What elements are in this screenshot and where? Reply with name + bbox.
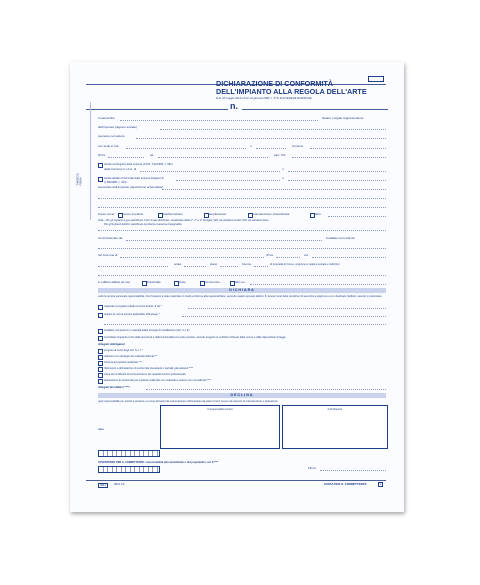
allegato-checkbox-2[interactable] xyxy=(98,355,103,360)
field-via2[interactable] xyxy=(312,257,386,258)
field-esecutrice-3[interactable] xyxy=(98,207,386,208)
installato-label: installato nei locali siti xyxy=(326,236,355,240)
via2-label: via xyxy=(304,253,308,257)
row-operante: operante nel settore xyxy=(98,134,125,138)
subtitle: D.M. 28 maggio 2013 e D.M. 22 gennaio 2008, n. 37 E SUCCESSIVE MODIFICHE xyxy=(216,97,312,100)
stamp-column xyxy=(76,102,91,220)
commissionato-label: commissionato da: xyxy=(98,236,124,240)
field-commissionato[interactable] xyxy=(126,240,322,241)
field-progetto[interactable] xyxy=(188,308,386,309)
field-facoltativi[interactable] xyxy=(146,389,386,390)
allegato-label-2: relazione con tipologie dei materiali utilizzati ** xyxy=(104,355,158,358)
note-gas: Nota - Per gli impianti a gas specificare il tipo di gas distribuito: canalizzato della 1°, 2° e 3° famiglia; GPL da recipienti mobili; GPL da serbatoio fisso. xyxy=(98,219,270,222)
footer-page: 1 xyxy=(380,483,382,486)
responsabile-box[interactable] xyxy=(160,405,280,449)
field-cciaa-n[interactable] xyxy=(288,171,386,172)
field-cciaa[interactable] xyxy=(140,171,280,172)
checkbox-albo[interactable] xyxy=(98,177,103,182)
number-label: n. xyxy=(230,101,238,111)
scala-label: scala xyxy=(174,262,182,266)
row-n2: n. xyxy=(282,167,285,171)
use-label-1: industriale xyxy=(147,280,161,284)
row-n: n. xyxy=(250,144,253,148)
check-label-2: seguito la norma tecnica applicabile all'impiego * xyxy=(104,313,160,316)
field-proprieta[interactable] xyxy=(98,275,386,276)
check-label-1: rispettato il progetto redatto ai sensi dell'art. 5 da * xyxy=(104,305,162,308)
option-label-1: nuovo impianto xyxy=(123,212,144,216)
footer-rule xyxy=(86,480,386,481)
dichiara-text: sotto la propria personale responsabilità, che l'impianto è stato realizzato in modo conforme alla regola dell'arte, secondo quanto previsto dall'art. 6, tenuto conto delle condizioni di esercizio e degli usi a cui è destinato l'edificio, avendo in particolare: xyxy=(98,295,383,298)
row-piva: part. IVA xyxy=(274,153,286,157)
responsabile-label: Il responsabile tecnico xyxy=(207,408,233,411)
field-installato[interactable] xyxy=(98,248,386,249)
allegato-label-1: progetto ai sensi degli artt. 5 e 7 * xyxy=(104,349,143,352)
avvertenze-text: AVVERTENZE PER IL COMMITTENTE: responsabilità del committente o del proprietario, art. 8 **** xyxy=(98,461,219,464)
firma-label: Firma xyxy=(308,466,316,470)
field-n[interactable] xyxy=(256,148,286,149)
check-label-4: controllato l'impianto ai fini della sicurezza e della funzionalità con esito positivo, avendo eseguito le verifiche richieste dalle norme e dalle disposizioni di legge. xyxy=(104,336,287,339)
allegato-label-3: schema di impianto realizzato *** xyxy=(104,361,142,364)
field-tel[interactable] xyxy=(158,157,268,158)
facoltativi-label: Allegati facoltativi ****: xyxy=(98,385,131,389)
use-label-4: altri usi xyxy=(235,280,245,284)
field-esecutrice-1[interactable] xyxy=(162,189,386,190)
check-controllo[interactable] xyxy=(98,336,103,341)
field-note[interactable] xyxy=(98,230,386,231)
form-sheet xyxy=(70,62,404,512)
use-label-2: civile xyxy=(179,280,186,284)
title-line-2: DELL'IMPIANTO ALLA REGOLA DELL'ARTE xyxy=(216,87,367,96)
field-piano[interactable] xyxy=(220,266,238,267)
field-norma[interactable] xyxy=(182,316,386,317)
data-block xyxy=(98,406,128,434)
field-altro[interactable] xyxy=(328,216,386,217)
footer-copy: COPIA PER IL COMMITTENTE xyxy=(324,482,367,486)
row-cciaa: della Camera C.I.A.A. di xyxy=(104,167,137,171)
row-albo: iscritta all'Albo Provinciale delle Imprese Artigiane di xyxy=(104,177,164,180)
proprieta-label: di proprietà di (nome, cognome o ragione sociale e indirizzo) xyxy=(270,263,340,266)
code-box xyxy=(368,76,384,82)
side-label: TIMBRO E FIRMA xyxy=(76,172,83,186)
row-tel: tel. xyxy=(150,153,155,157)
field-esecutrice-2[interactable] xyxy=(98,198,386,199)
interno-label: interno xyxy=(242,262,252,266)
field-prov[interactable] xyxy=(108,157,144,158)
field-firma[interactable] xyxy=(320,470,386,471)
field-comune[interactable] xyxy=(310,148,386,149)
field-scala[interactable] xyxy=(184,266,206,267)
field-sede[interactable] xyxy=(126,148,246,149)
field-comune-di[interactable] xyxy=(120,257,264,258)
row-sottoscritto: Il sottoscritto xyxy=(98,116,115,120)
edificio-label: in edificio adibito ad uso: xyxy=(98,280,131,284)
declina-text: ogni responsabilità per sinistri a persone o a cose derivanti da manomissione dell'impianto da parte di terzi ovvero da carenze di manutenzione o riparazione. xyxy=(98,400,279,403)
field-albo[interactable] xyxy=(176,180,280,181)
use-label-3: commercio xyxy=(205,280,220,284)
allegato-label-5: copia del certificato di riconoscimento dei requisiti tecnico-professionali; xyxy=(104,373,187,376)
row-prov: (Prov. xyxy=(98,153,106,157)
field-interno[interactable] xyxy=(254,266,268,267)
number-field[interactable] xyxy=(242,109,388,110)
dichiarante-box[interactable] xyxy=(282,405,388,449)
footer-code-2: 3B41 GS xyxy=(114,483,125,486)
row-comune: Comune xyxy=(292,144,304,148)
option-label-3: ampliamento xyxy=(209,212,227,216)
data-field[interactable] xyxy=(98,450,160,457)
allegato-checkbox-3[interactable] xyxy=(98,361,103,366)
field-prov2[interactable] xyxy=(276,257,300,258)
field-altri-usi[interactable] xyxy=(250,284,386,285)
field-sottoscritto[interactable] xyxy=(120,120,318,121)
field-civico[interactable] xyxy=(98,266,168,267)
field-piva[interactable] xyxy=(292,157,386,158)
checkbox-registro[interactable] xyxy=(98,163,103,168)
allegato-label-6: attestazione di conformità per impianto realizzato con materiali e sistemi non normalizzati **** xyxy=(104,379,212,382)
field-norma-2[interactable] xyxy=(104,324,386,325)
note-elettrici: Per gli impianti elettrici specificare la potenza massima impegnabile. xyxy=(104,223,183,226)
field-impresa[interactable] xyxy=(160,129,386,130)
check-norma[interactable] xyxy=(98,313,103,318)
row-esecutrice: esecutrice dell'impianto (descrizione schematica) xyxy=(98,185,164,189)
check-label-3: installato componenti e materiali adatti al luogo di installazione (artt. 5 e 6); xyxy=(104,329,190,332)
row-impresa: dell'impresa (ragione sociale) xyxy=(98,125,137,129)
allegato-checkbox-5[interactable] xyxy=(98,373,103,378)
allegato-checkbox-6[interactable] xyxy=(98,379,103,384)
prov2-label: (Prov. xyxy=(266,253,274,257)
row-registro: iscritta nel Registro delle Imprese (d.P.R. 7/12/1995, n. 581) xyxy=(104,163,173,166)
field-albo-n[interactable] xyxy=(288,180,386,181)
check-materiali[interactable] xyxy=(98,329,103,334)
row-legge: (l. 8/8/1985, n. 443) xyxy=(104,181,127,184)
allegato-label-4: riferimento a dichiarazioni di conformità precedenti o parziali, già esistenti **** xyxy=(104,367,193,370)
piano-label: piano xyxy=(210,262,218,266)
allegati-heading: Allegati obbligatori xyxy=(98,342,126,346)
field-operante[interactable] xyxy=(136,138,386,139)
option-label-4: manutenzione straordinaria xyxy=(253,212,290,216)
number-rule xyxy=(86,109,228,110)
row-titolare: titolare o legale rappresentante xyxy=(322,116,364,120)
data-committente-field[interactable] xyxy=(98,466,160,473)
allegato-checkbox-1[interactable] xyxy=(98,349,103,354)
row-n3: n. xyxy=(282,176,285,180)
option-label-2: trasformazione xyxy=(163,212,183,216)
data-label: data xyxy=(98,427,104,431)
dichiara-heading: DICHIARA xyxy=(98,288,386,293)
options-label: inteso come: xyxy=(98,212,116,216)
dichiarante-label: Il dichiarante xyxy=(327,408,343,411)
allegato-checkbox-4[interactable] xyxy=(98,367,103,372)
check-progetto[interactable] xyxy=(98,305,103,310)
footer-code: 9841 xyxy=(100,484,106,487)
declina-heading: DECLINA xyxy=(98,393,386,398)
comune-di-label: nel Comune di xyxy=(98,253,118,257)
title-line-1: DICHIARAZIONE DI CONFORMITÀ xyxy=(216,79,333,88)
row-sede: con sede in Via xyxy=(98,144,119,148)
option-label-5: altro xyxy=(315,212,321,216)
